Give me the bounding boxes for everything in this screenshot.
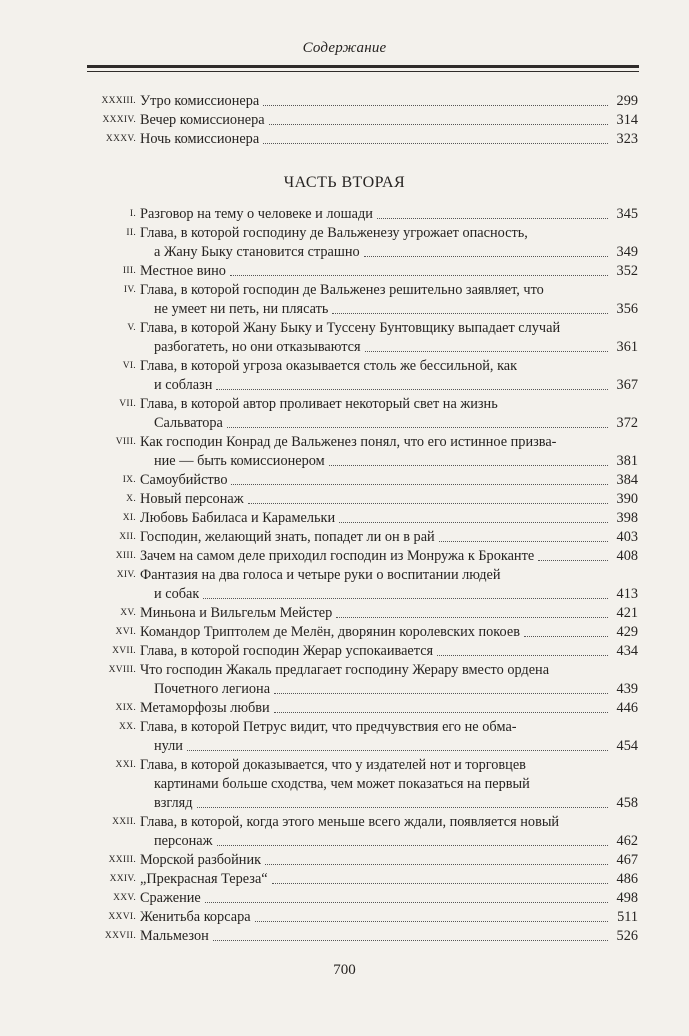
chapter-number: X. xyxy=(126,494,136,504)
toc-entry xyxy=(86,490,638,509)
chapter-title-line: Утро комиссионера xyxy=(140,93,260,109)
page-ref: 413 xyxy=(616,586,638,602)
dot-leader xyxy=(364,256,608,257)
toc-entry xyxy=(86,509,638,528)
page-ref: 439 xyxy=(616,681,638,697)
page-ref: 356 xyxy=(616,301,638,317)
page-ref: 429 xyxy=(616,624,638,640)
chapter-title-line: картинами больше сходства, чем может показаться на первый xyxy=(154,776,530,792)
chapter-title-line: Глава, в которой автор проливает некоторый свет на жизнь xyxy=(140,396,498,412)
dot-leader xyxy=(274,712,608,713)
chapter-title-line: Любовь Бабиласа и Карамельки xyxy=(140,510,336,526)
chapter-number: XXIV. xyxy=(109,874,136,884)
page-ref: 403 xyxy=(616,529,638,545)
chapter-number: XXXIV. xyxy=(102,115,136,125)
page-ref: 398 xyxy=(616,510,638,526)
chapter-number: XVII. xyxy=(112,646,136,656)
chapter-title-line: а Жану Быку становится страшно xyxy=(154,244,360,260)
chapter-title-line: Что господин Жакаль предлагает господину Жерару вместо ордена xyxy=(140,662,550,678)
toc-previous-part xyxy=(86,92,638,149)
page-ref: 434 xyxy=(616,643,638,659)
chapter-title-line: Фантазия на два голоса и четыре руки о воспитании людей xyxy=(140,567,501,583)
dot-leader xyxy=(265,864,608,865)
dot-leader xyxy=(437,655,608,656)
part-two-heading: ЧАСТЬ ВТОРАЯ xyxy=(283,174,406,191)
toc-entry xyxy=(86,262,638,281)
toc-entry xyxy=(86,623,638,642)
chapter-number: XXVI. xyxy=(108,912,136,922)
dot-leader xyxy=(263,143,608,144)
page-ref: 446 xyxy=(616,700,638,716)
page-ref: 367 xyxy=(616,377,638,393)
header-rule-thin xyxy=(87,71,639,72)
chapter-title-line: Глава, в которой господину де Вальженезу угрожает опасность, xyxy=(140,225,528,241)
page-ref: 498 xyxy=(616,890,638,906)
toc-entry xyxy=(86,756,638,813)
dot-leader xyxy=(538,560,608,561)
page-ref: 299 xyxy=(616,93,638,109)
toc-entry xyxy=(86,908,638,927)
chapter-number: XXVII. xyxy=(104,931,136,941)
page-ref: 372 xyxy=(616,415,638,431)
chapter-number: VI. xyxy=(122,361,136,371)
chapter-title-line: Глава, в которой, когда этого меньше всего ждали, появляется новый xyxy=(140,814,560,830)
dot-leader xyxy=(439,541,608,542)
chapter-number: XIV. xyxy=(116,570,136,580)
chapter-number: XXIII. xyxy=(108,855,136,865)
running-title: Содержание xyxy=(302,40,387,56)
page-ref: 458 xyxy=(616,795,638,811)
dot-leader xyxy=(255,921,608,922)
page-ref: 408 xyxy=(616,548,638,564)
chapter-number: XXXIII. xyxy=(101,96,136,106)
toc-entry xyxy=(86,433,638,471)
dot-leader xyxy=(203,598,608,599)
dot-leader xyxy=(197,807,608,808)
page-ref: 352 xyxy=(616,263,638,279)
chapter-title-line: Господин, желающий знать, попадет ли он в рай xyxy=(140,529,435,545)
page-number: 700 xyxy=(333,962,356,978)
dot-leader xyxy=(227,427,608,428)
toc-entry xyxy=(86,281,638,319)
chapter-title-line: Морской разбойник xyxy=(140,852,262,868)
dot-leader xyxy=(263,105,608,106)
dot-leader xyxy=(269,124,608,125)
chapter-title-line: Миньона и Вильгельм Мейстер xyxy=(140,605,333,621)
toc-entry xyxy=(86,699,638,718)
toc-entry xyxy=(86,927,638,946)
toc-entry xyxy=(86,395,638,433)
dot-leader xyxy=(339,522,608,523)
dot-leader xyxy=(336,617,608,618)
chapter-title-line: Сальватора xyxy=(154,415,223,431)
page-ref: 361 xyxy=(616,339,638,355)
dot-leader xyxy=(205,902,608,903)
chapter-title-line: Местное вино xyxy=(140,263,226,279)
chapter-number: XXXV. xyxy=(105,134,136,144)
chapter-title-line: Почетного легиона xyxy=(154,681,271,697)
chapter-title-line: Мальмезон xyxy=(140,928,209,944)
chapter-number: XXV. xyxy=(113,893,136,903)
chapter-number: VIII. xyxy=(115,437,136,447)
toc-entry xyxy=(86,130,638,149)
chapter-number: I. xyxy=(129,209,136,219)
toc-entry xyxy=(86,566,638,604)
toc-part-two xyxy=(86,205,638,946)
page-ref: 381 xyxy=(616,453,638,469)
page-ref: 345 xyxy=(616,206,638,222)
toc-entry xyxy=(86,205,638,224)
dot-leader xyxy=(187,750,608,751)
toc-entry xyxy=(86,528,638,547)
toc-entry xyxy=(86,851,638,870)
toc-entry xyxy=(86,357,638,395)
chapter-title-line: Глава, в которой угроза оказывается столь же бессильной, как xyxy=(140,358,518,374)
toc-entry xyxy=(86,718,638,756)
dot-leader xyxy=(272,883,608,884)
chapter-number: XI. xyxy=(122,513,136,523)
chapter-number: XVI. xyxy=(115,627,136,637)
dot-leader xyxy=(217,845,608,846)
toc-entry xyxy=(86,642,638,661)
chapter-title-line: Глава, в которой Петрус видит, что предчувствия его не обма- xyxy=(140,719,517,735)
chapter-title-line: Глава, в которой доказывается, что у издателей нот и торговцев xyxy=(140,757,526,773)
chapter-title-line: Ночь комиссионера xyxy=(140,131,260,147)
toc-entry xyxy=(86,111,638,130)
dot-leader xyxy=(377,218,608,219)
chapter-title-line: Женитьба корсара xyxy=(140,909,251,925)
chapter-title-line: Глава, в которой Жану Быку и Туссену Бунтовщику выпадает случай xyxy=(140,320,561,336)
chapter-title-line: Метаморфозы любви xyxy=(140,700,270,716)
chapter-title-line: взгляд xyxy=(154,795,193,811)
toc-entry xyxy=(86,224,638,262)
chapter-title-line: Командор Триптолем де Мелён, дворянин королевских покоев xyxy=(140,624,520,640)
dot-leader xyxy=(365,351,608,352)
chapter-title-line: Глава, в которой господин де Вальженез решительно заявляет, что xyxy=(140,282,544,298)
chapter-title-line: и собак xyxy=(154,586,200,602)
dot-leader xyxy=(248,503,608,504)
chapter-number: XVIII. xyxy=(108,665,136,675)
chapter-number: IX. xyxy=(122,475,136,485)
chapter-title-line: Вечер комиссионера xyxy=(140,112,265,128)
chapter-title-line: не умеет ни петь, ни плясать xyxy=(154,301,329,317)
page-ref: 421 xyxy=(616,605,638,621)
toc-entry xyxy=(86,319,638,357)
toc-entry xyxy=(86,604,638,623)
header-rule-thick xyxy=(87,65,639,68)
chapter-title-line: нули xyxy=(154,738,183,754)
chapter-title-line: Сражение xyxy=(140,890,201,906)
chapter-number: XXII. xyxy=(112,817,136,827)
toc-entry xyxy=(86,471,638,490)
dot-leader xyxy=(332,313,608,314)
chapter-title-line: и соблазн xyxy=(154,377,213,393)
chapter-title-line: разбогатеть, но они отказываются xyxy=(154,339,361,355)
chapter-number: XXI. xyxy=(115,760,136,770)
dot-leader xyxy=(230,275,608,276)
chapter-number: V. xyxy=(127,323,136,333)
dot-leader xyxy=(216,389,608,390)
page-ref: 462 xyxy=(616,833,638,849)
toc-entry xyxy=(86,813,638,851)
dot-leader xyxy=(231,484,608,485)
chapter-title-line: Разговор на тему о человеке и лошади xyxy=(140,206,373,222)
page-ref: 349 xyxy=(616,244,638,260)
dot-leader xyxy=(213,940,608,941)
toc-entry xyxy=(86,661,638,699)
dot-leader xyxy=(524,636,608,637)
page-ref: 390 xyxy=(616,491,638,507)
chapter-title-line: ние — быть комиссионером xyxy=(154,453,325,469)
chapter-number: XIII. xyxy=(115,551,136,561)
page-ref: 467 xyxy=(616,852,638,868)
chapter-number: XV. xyxy=(120,608,136,618)
toc-entry xyxy=(86,870,638,889)
chapter-title-line: Зачем на самом деле приходил господин из Монружа к Броканте xyxy=(140,548,535,564)
chapter-number: II. xyxy=(126,228,136,238)
toc-entry xyxy=(86,889,638,908)
chapter-title-line: персонаж xyxy=(154,833,213,849)
chapter-number: XIX. xyxy=(115,703,136,713)
chapter-title-line: Самоубийство xyxy=(140,472,228,488)
page-ref: 526 xyxy=(616,928,638,944)
chapter-title-line: „Прекрасная Тереза“ xyxy=(140,871,268,887)
chapter-number: XII. xyxy=(119,532,136,542)
chapter-title-line: Глава, в которой господин Жерар успокаивается xyxy=(140,643,434,659)
page-ref: 486 xyxy=(616,871,638,887)
toc-entry xyxy=(86,92,638,111)
chapter-number: IV. xyxy=(123,285,136,295)
dot-leader xyxy=(274,693,608,694)
page-ref: 314 xyxy=(616,112,638,128)
page-ref: 511 xyxy=(617,909,638,925)
chapter-title-line: Новый персонаж xyxy=(140,491,244,507)
chapter-number: III. xyxy=(122,266,136,276)
page-ref: 323 xyxy=(616,131,638,147)
dot-leader xyxy=(329,465,608,466)
page-ref: 384 xyxy=(616,472,638,488)
page-ref: 454 xyxy=(616,738,638,754)
chapter-number: XX. xyxy=(119,722,136,732)
toc-entry xyxy=(86,547,638,566)
chapter-number: VII. xyxy=(119,399,136,409)
chapter-title-line: Как господин Конрад де Вальженез понял, что его истинное призва- xyxy=(140,434,557,450)
